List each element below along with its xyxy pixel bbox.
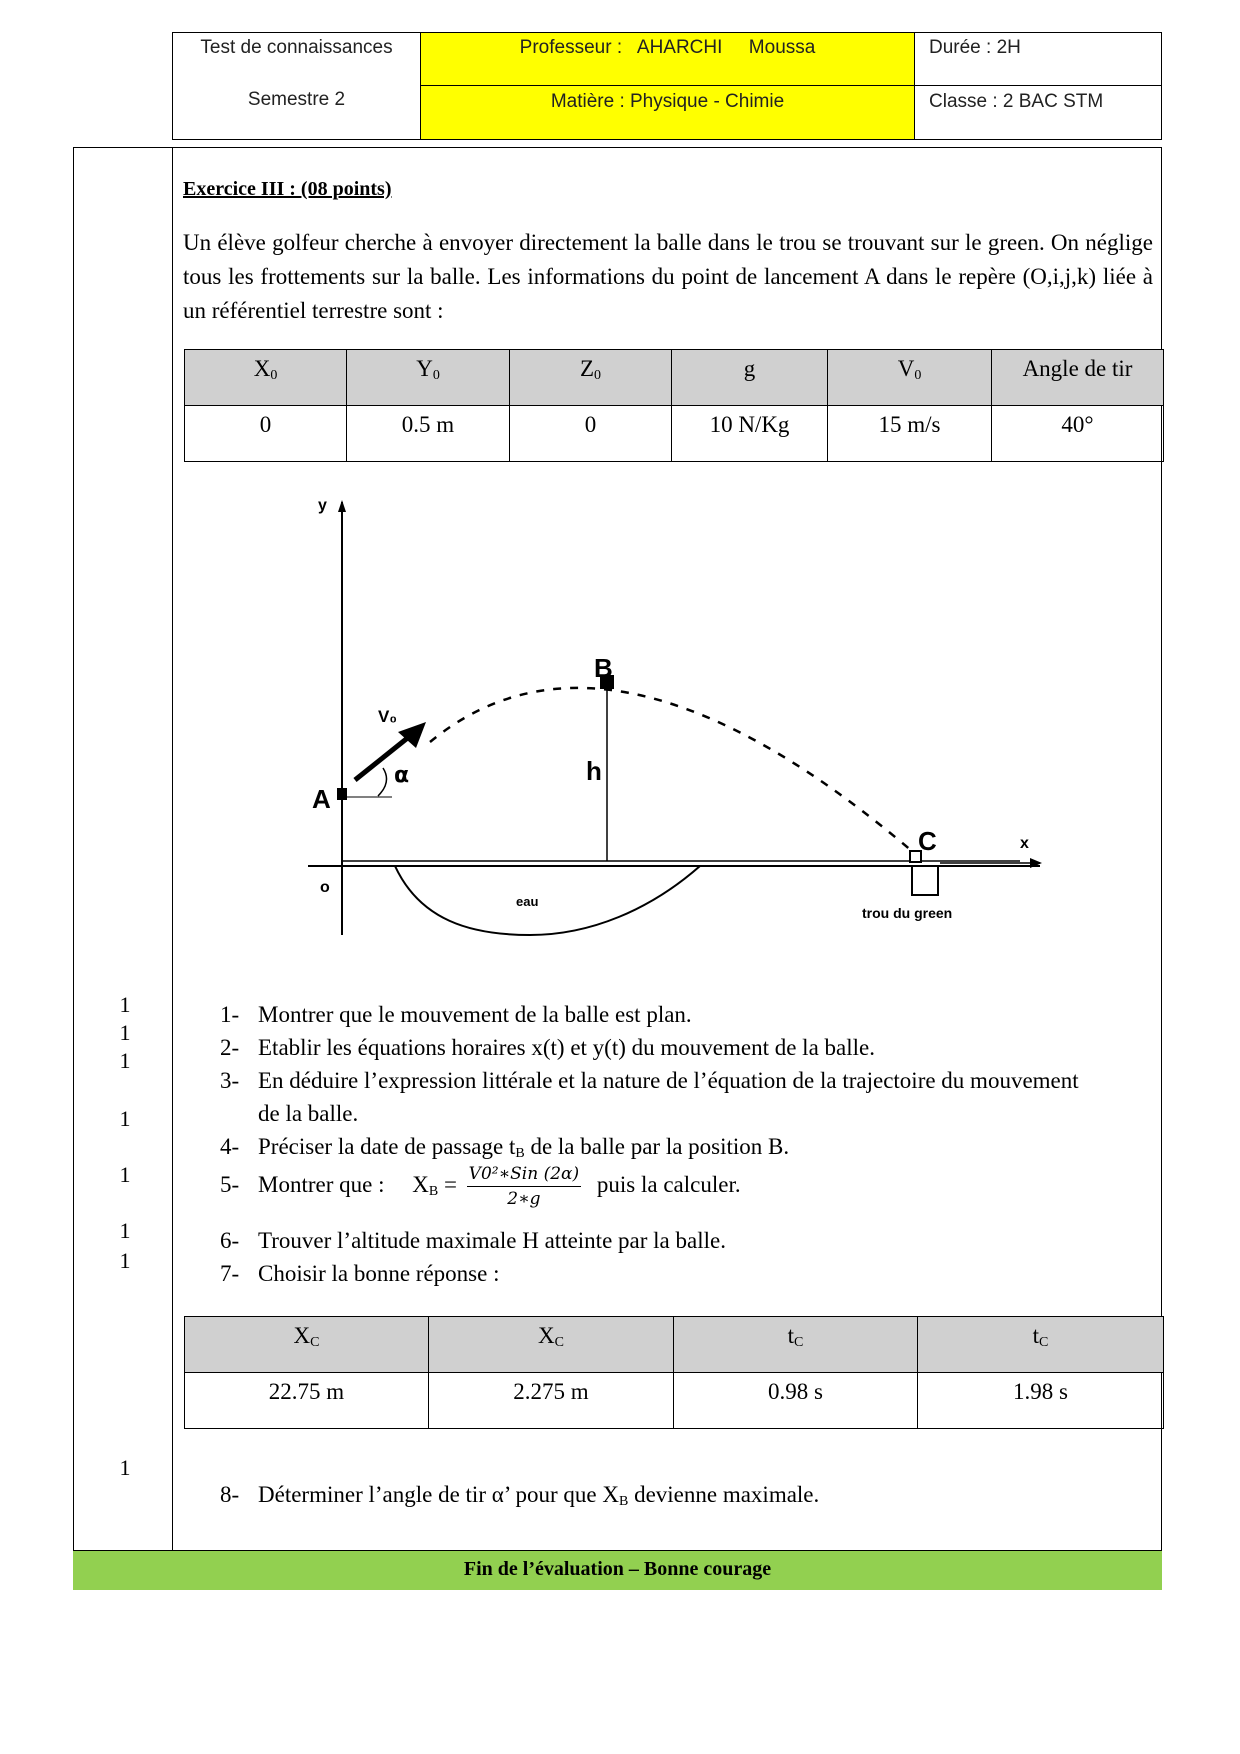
value-g: 10 N/Kg [672,406,828,462]
velocity-label: V₀ [378,707,398,726]
point-a-marker [337,788,347,800]
header-tc-1: $t_C$ [674,1317,918,1373]
point-b-label: B [594,653,613,683]
point-c-label: C [918,826,937,856]
water-label: eau [516,894,539,909]
header-y0: $Y_0$ [347,350,510,406]
question-6: 6- Trouver l’altitude maximale H atteinte par la balle. [220,1228,726,1253]
question-4: 4- Préciser la date de passage $t_B$ de la balle par la position B. [220,1134,790,1161]
header-semester: Semestre 2 [247,89,346,110]
header-x0: $X_0$ [185,350,347,406]
question-3-continued: de la balle. [258,1101,359,1126]
water-pit [395,866,700,935]
trajectory-curve [430,688,920,858]
x-axis-label: x [1020,835,1029,852]
question-5: 5- Montrer que : $X_B$ = $\frac{\text{V0²∗Sin (2α)}}{2∗g}$ puis la calculer. [220,1164,741,1209]
y-axis-label: y [318,497,327,514]
header-angle: Angle de tir [992,350,1164,406]
height-label: h [586,756,602,786]
formula-fraction: $\frac{\text{V0²∗Sin (2α)}}{2∗g}$ [468,1164,580,1209]
header-z0: $Z_0$ [510,350,672,406]
footer-banner: Fin de l’évaluation – Bonne courage [73,1550,1162,1590]
origin-label: o [320,879,330,896]
value-x0: 0 [185,406,347,462]
margin-point-q2: 1 [119,1020,131,1045]
margin-point-q1: 1 [119,992,131,1017]
answer-choices-table [184,1316,1164,1429]
table-row [185,1373,1164,1429]
question-1: 1- Montrer que le mouvement de la balle est plan. [220,1002,692,1027]
question-7: 7- Choisir la bonne réponse : [220,1261,500,1286]
margin-point-q7: 1 [119,1248,131,1273]
value-z0: 0 [510,406,672,462]
header-subject: Matière : Physique - Chimie [421,86,915,139]
table-header-row [185,1317,1164,1373]
margin-point-q6: 1 [119,1218,131,1243]
margin-point-q4: 1 [119,1106,131,1131]
value-y0: 0.5 m [347,406,510,462]
margin-point-q3: 1 [119,1048,131,1073]
hole-label: trou du green [862,905,953,921]
choice-tc-2[interactable]: 1.98 s [918,1373,1164,1429]
exercise-title: Exercice III : (08 points) [183,178,392,200]
header-professor: Professeur : AHARCHI Moussa [421,33,915,86]
choice-tc-1[interactable]: 0.98 s [674,1373,918,1429]
angle-label: α [394,763,410,788]
header-class: Classe : 2 BAC STM [929,91,1104,112]
margin-point-q5: 1 [119,1162,131,1187]
question-3: 3- En déduire l’expression littérale et la nature de l’équation de la trajectoire du mouvement [220,1068,1079,1093]
value-v0: 15 m/s [828,406,992,462]
question-2: 2- Etablir les équations horaires x(t) et y(t) du mouvement de la balle. [220,1035,875,1060]
header-v0: $V_0$ [828,350,992,406]
header-xc-1: $X_C$ [185,1317,429,1373]
header-g: g [672,350,828,406]
header-duration: Durée : 2H [915,33,1161,86]
header-test: Test de connaissances [200,37,393,58]
question-8: 8- Déterminer l’angle de tir α’ pour que $X_B$ devienne maximale. [220,1482,820,1509]
value-angle: 40° [992,406,1164,462]
header-tc-2: $t_C$ [918,1317,1164,1373]
margin-point-q8: 1 [119,1455,131,1480]
y-axis-arrow [338,500,346,512]
choice-xc-1[interactable]: 22.75 m [185,1373,429,1429]
header-xc-2: $X_C$ [429,1317,674,1373]
exercise-intro: Un élève golfeur cherche à envoyer directement la balle dans le trou se trouvant sur le green. On néglige tous les frottements sur la balle. Les informations du point de lancement A dans le repère (O,i,j,k) liée à un référentiel terrestre sont : [183,230,1153,323]
hole [912,866,938,895]
point-a-label: A [312,784,331,814]
choice-xc-2[interactable]: 2.275 m [429,1373,674,1429]
angle-arc [378,768,387,796]
